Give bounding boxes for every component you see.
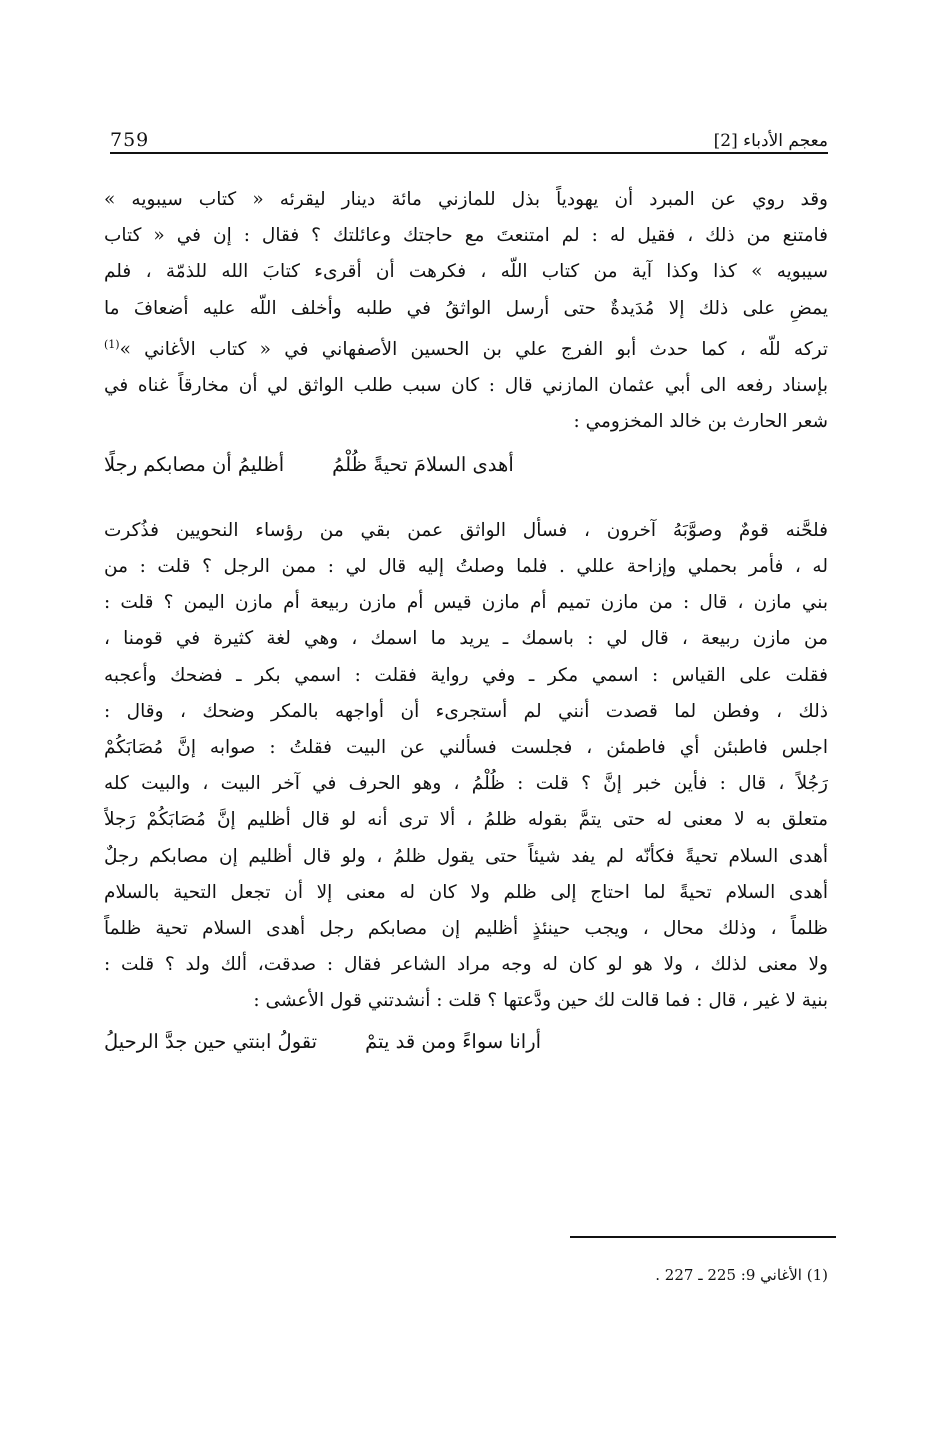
text-line: اجلس فاطبئن أي فاطمئن ، فجلست فسألني عن البيت فقلتُ : صوابه إنَّ مُصَابَكُمْ bbox=[104, 737, 828, 758]
verse-2 bbox=[104, 1024, 828, 1060]
verse-2-second-hemistich: أرانا سواءً ومن قد يتمْ bbox=[365, 1029, 542, 1053]
text-line: وقد روي عن المبرد أن يهودياً بذل للمازني مائة دينار ليقرئه « كتاب سيبويه » bbox=[104, 189, 828, 210]
footnote: (1) الأغاني 9: 225 ـ 227 . bbox=[655, 1266, 828, 1284]
text-line: شعر الحارث بن خالد المخزومي : bbox=[573, 411, 828, 433]
text-line: ذلك ، وفطن لما قصدت أنني لم أستجرىء أن أواجهه بالمكر وضحك ، وقال : bbox=[104, 700, 828, 722]
footnote-rule bbox=[570, 1236, 836, 1238]
running-title: معجم الأدباء [2] bbox=[713, 131, 828, 151]
footnote-marker: (1) bbox=[104, 337, 120, 351]
text-line: ظلماً ، وذلك محال ، ويجب حينئذٍ أظليم إن مصابكم رجل أهدى السلام تحية ظلماً bbox=[104, 918, 828, 940]
verse-1-second-hemistich: أهدى السلامَ تحيةً ظُلْمُ bbox=[332, 452, 514, 476]
page-header bbox=[110, 115, 828, 151]
text-line: من مازن ربيعة ، قال لي : باسمك ـ يريد ما اسمك ، وهي لغة كثيرة في قومنا ، bbox=[104, 628, 828, 650]
text-line: تركه للّه ، كما حدث أبو الفرج علي بن الحسين الأصفهاني في « كتاب الأغاني » bbox=[119, 338, 828, 360]
text-line: أهدى السلام تحيةً فكأنّه لم يفد شيئاً حتى يقول ظلمُ ، ولو قال أظليم إن مصابكم رجلٌ bbox=[104, 845, 828, 867]
text-line: سيبويه » كذا وكذا آية من كتاب اللّه ، فكرهت أن أقرىء كتابَ الله للذمّة ، فلم bbox=[104, 261, 828, 283]
text-line: بإسناد رفعه الى أبي عثمان المازني قال : كان سبب طلب الواثق لي أن مخارقاً غناه في bbox=[104, 375, 828, 397]
page-number: 759 bbox=[110, 129, 150, 151]
header-rule bbox=[110, 152, 828, 154]
text-line: فلحَّنه قومٌ وصوَّبَهُ آخرون ، فسأل الواثق عمن بقي من رؤساء النحويين فذُكرت bbox=[104, 519, 828, 541]
text-line: يمضِ على ذلك إلا مُدَيدةٌ حتى أرسل الواثقُ في طلبه وأخلف اللّه عليه أضعافَ ما bbox=[104, 297, 828, 319]
paragraph-1 bbox=[104, 182, 828, 441]
text-line-with-footnote bbox=[104, 327, 828, 368]
text-line: متعلق به لا معنى له حتى يتمَّ بقوله ظلمُ ، ألا ترى أنه لو قال أظليم إنَّ مُصَابَكُمْ رَجلاً bbox=[104, 809, 828, 831]
verse-1 bbox=[104, 447, 828, 483]
text-line: فقلت على القياس : اسمي مكر ـ وفي رواية فقلت : اسمي بكر ـ فضحك وأعجبه bbox=[104, 664, 828, 686]
text-line: له ، فأمر بحملي وإزاحة عللي . فلما وصلتُ إليه قال لي : ممن الرجل ؟ قلت : من bbox=[104, 555, 828, 577]
text-line: رَجُلاً ، قال : فأين خبر إنَّ ؟ قلت : ظُلْمُ ، وهو الحرف في آخر البيت ، والبيت كله bbox=[104, 773, 828, 795]
verse-2-first-hemistich: تقولُ ابنتي حين جدَّ الرحيلُ bbox=[104, 1029, 318, 1053]
body-text bbox=[104, 182, 828, 1074]
text-line: بنية لا غير ، قال : فما قالت لك حين ودَّعتها ؟ قلت : أنشدتني قول الأعشى : bbox=[253, 990, 828, 1012]
paragraph-2 bbox=[104, 513, 828, 1020]
verse-1-first-hemistich: أظليمُ أن مصابكم رجلًا bbox=[104, 452, 285, 476]
text-line: بني مازن ، قال : من مازن تميم أم مازن قيس أم مازن ربيعة أم مازن اليمن ؟ قلت : bbox=[104, 592, 828, 614]
text-line: ولا معنى لذلك ، ولا هو لو كان له وجه مراد الشاعر فقال : صدقت، ألك ولد ؟ قلت : bbox=[104, 954, 828, 976]
text-line: أهدى السلام تحيةً لما احتاج إلى ظلم ولا كان له معنى إلا أن تجعل التحية بالسلام bbox=[104, 881, 828, 903]
text-line: فامتنع من ذلك ، فقيل له : لم امتنعتَ مع حاجتك وعائلتك ؟ فقال : إن في « كتاب bbox=[104, 225, 828, 247]
